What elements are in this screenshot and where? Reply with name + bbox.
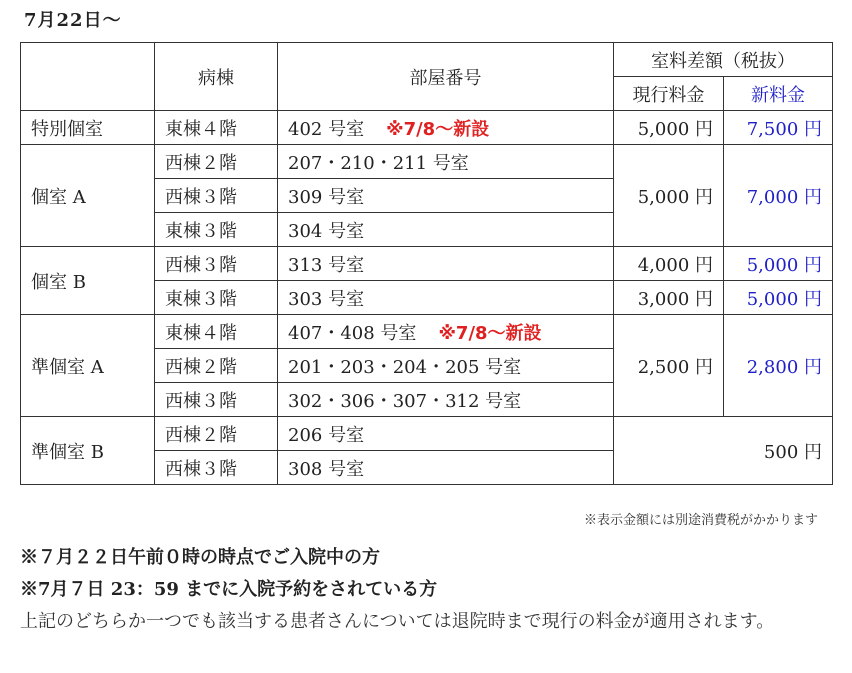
room-type: 個室 A [21,145,155,247]
room-number: 308 号室 [278,451,614,485]
ward: 西棟３階 [155,179,278,213]
note-line-2: ※7月７日 23：59 までに入院予約をされている方 [20,579,438,600]
room-number: 402 号室 ※7/8～新設 [278,111,614,145]
room-type: 特別個室 [21,111,155,145]
current-fee: 4,000 円 [614,247,724,281]
current-fee: 5,000 円 [614,111,724,145]
current-fee: 2,500 円 [614,315,724,417]
ward: 東棟３階 [155,213,278,247]
ward: 西棟３階 [155,247,278,281]
room-type: 準個室 B [21,417,155,485]
header-new-fee: 新料金 [724,77,833,111]
table-header-row [21,43,833,77]
room-number: 201・203・204・205 号室 [278,349,614,383]
header-current-fee: 現行料金 [614,77,724,111]
ward: 西棟２階 [155,417,278,451]
new-fee: 7,000 円 [724,145,833,247]
ward: 西棟２階 [155,349,278,383]
room-number: 304 号室 [278,213,614,247]
room-type: 個室 B [21,247,155,315]
table-row [21,315,833,349]
room-number: 207・210・211 号室 [278,145,614,179]
ward: 東棟４階 [155,111,278,145]
room-number: 407・408 号室 ※7/8～新設 [278,315,614,349]
new-fee: 7,500 円 [724,111,833,145]
room-number: 302・306・307・312 号室 [278,383,614,417]
room-number: 309 号室 [278,179,614,213]
flat-fee: 500 円 [614,417,833,485]
ward: 東棟３階 [155,281,278,315]
ward: 西棟２階 [155,145,278,179]
note-line-1: ※７月２２日午前０時の時点でご入院中の方 [20,547,380,568]
new-fee: 2,800 円 [724,315,833,417]
table-row [21,417,833,451]
room-type: 準個室 A [21,315,155,417]
page-heading: 7月22日～ [24,10,122,31]
ward: 西棟３階 [155,451,278,485]
ward: 西棟３階 [155,383,278,417]
new-badge: ※7/8～新設 [438,322,542,344]
header-ward: 病棟 [155,43,278,111]
note-body: 上記のどちらか一つでも該当する患者さんについては退院時まで現行の料金が適用されます。 [20,611,775,632]
room-fee-table [20,42,833,485]
header-room-number: 部屋番号 [278,43,614,111]
current-fee: 5,000 円 [614,145,724,247]
header-type [21,43,155,111]
new-fee: 5,000 円 [724,281,833,315]
new-badge: ※7/8～新設 [386,118,490,140]
table-row [21,111,833,145]
room-number: 313 号室 [278,247,614,281]
tax-note: ※表示金額には別途消費税がかかります [583,513,818,528]
table-row [21,145,833,179]
table-row [21,247,833,281]
eligibility-notes [20,542,832,638]
room-number: 303 号室 [278,281,614,315]
header-room-fee-difference: 室料差額（税抜） [614,43,833,77]
current-fee: 3,000 円 [614,281,724,315]
new-fee: 5,000 円 [724,247,833,281]
ward: 東棟４階 [155,315,278,349]
room-number: 206 号室 [278,417,614,451]
